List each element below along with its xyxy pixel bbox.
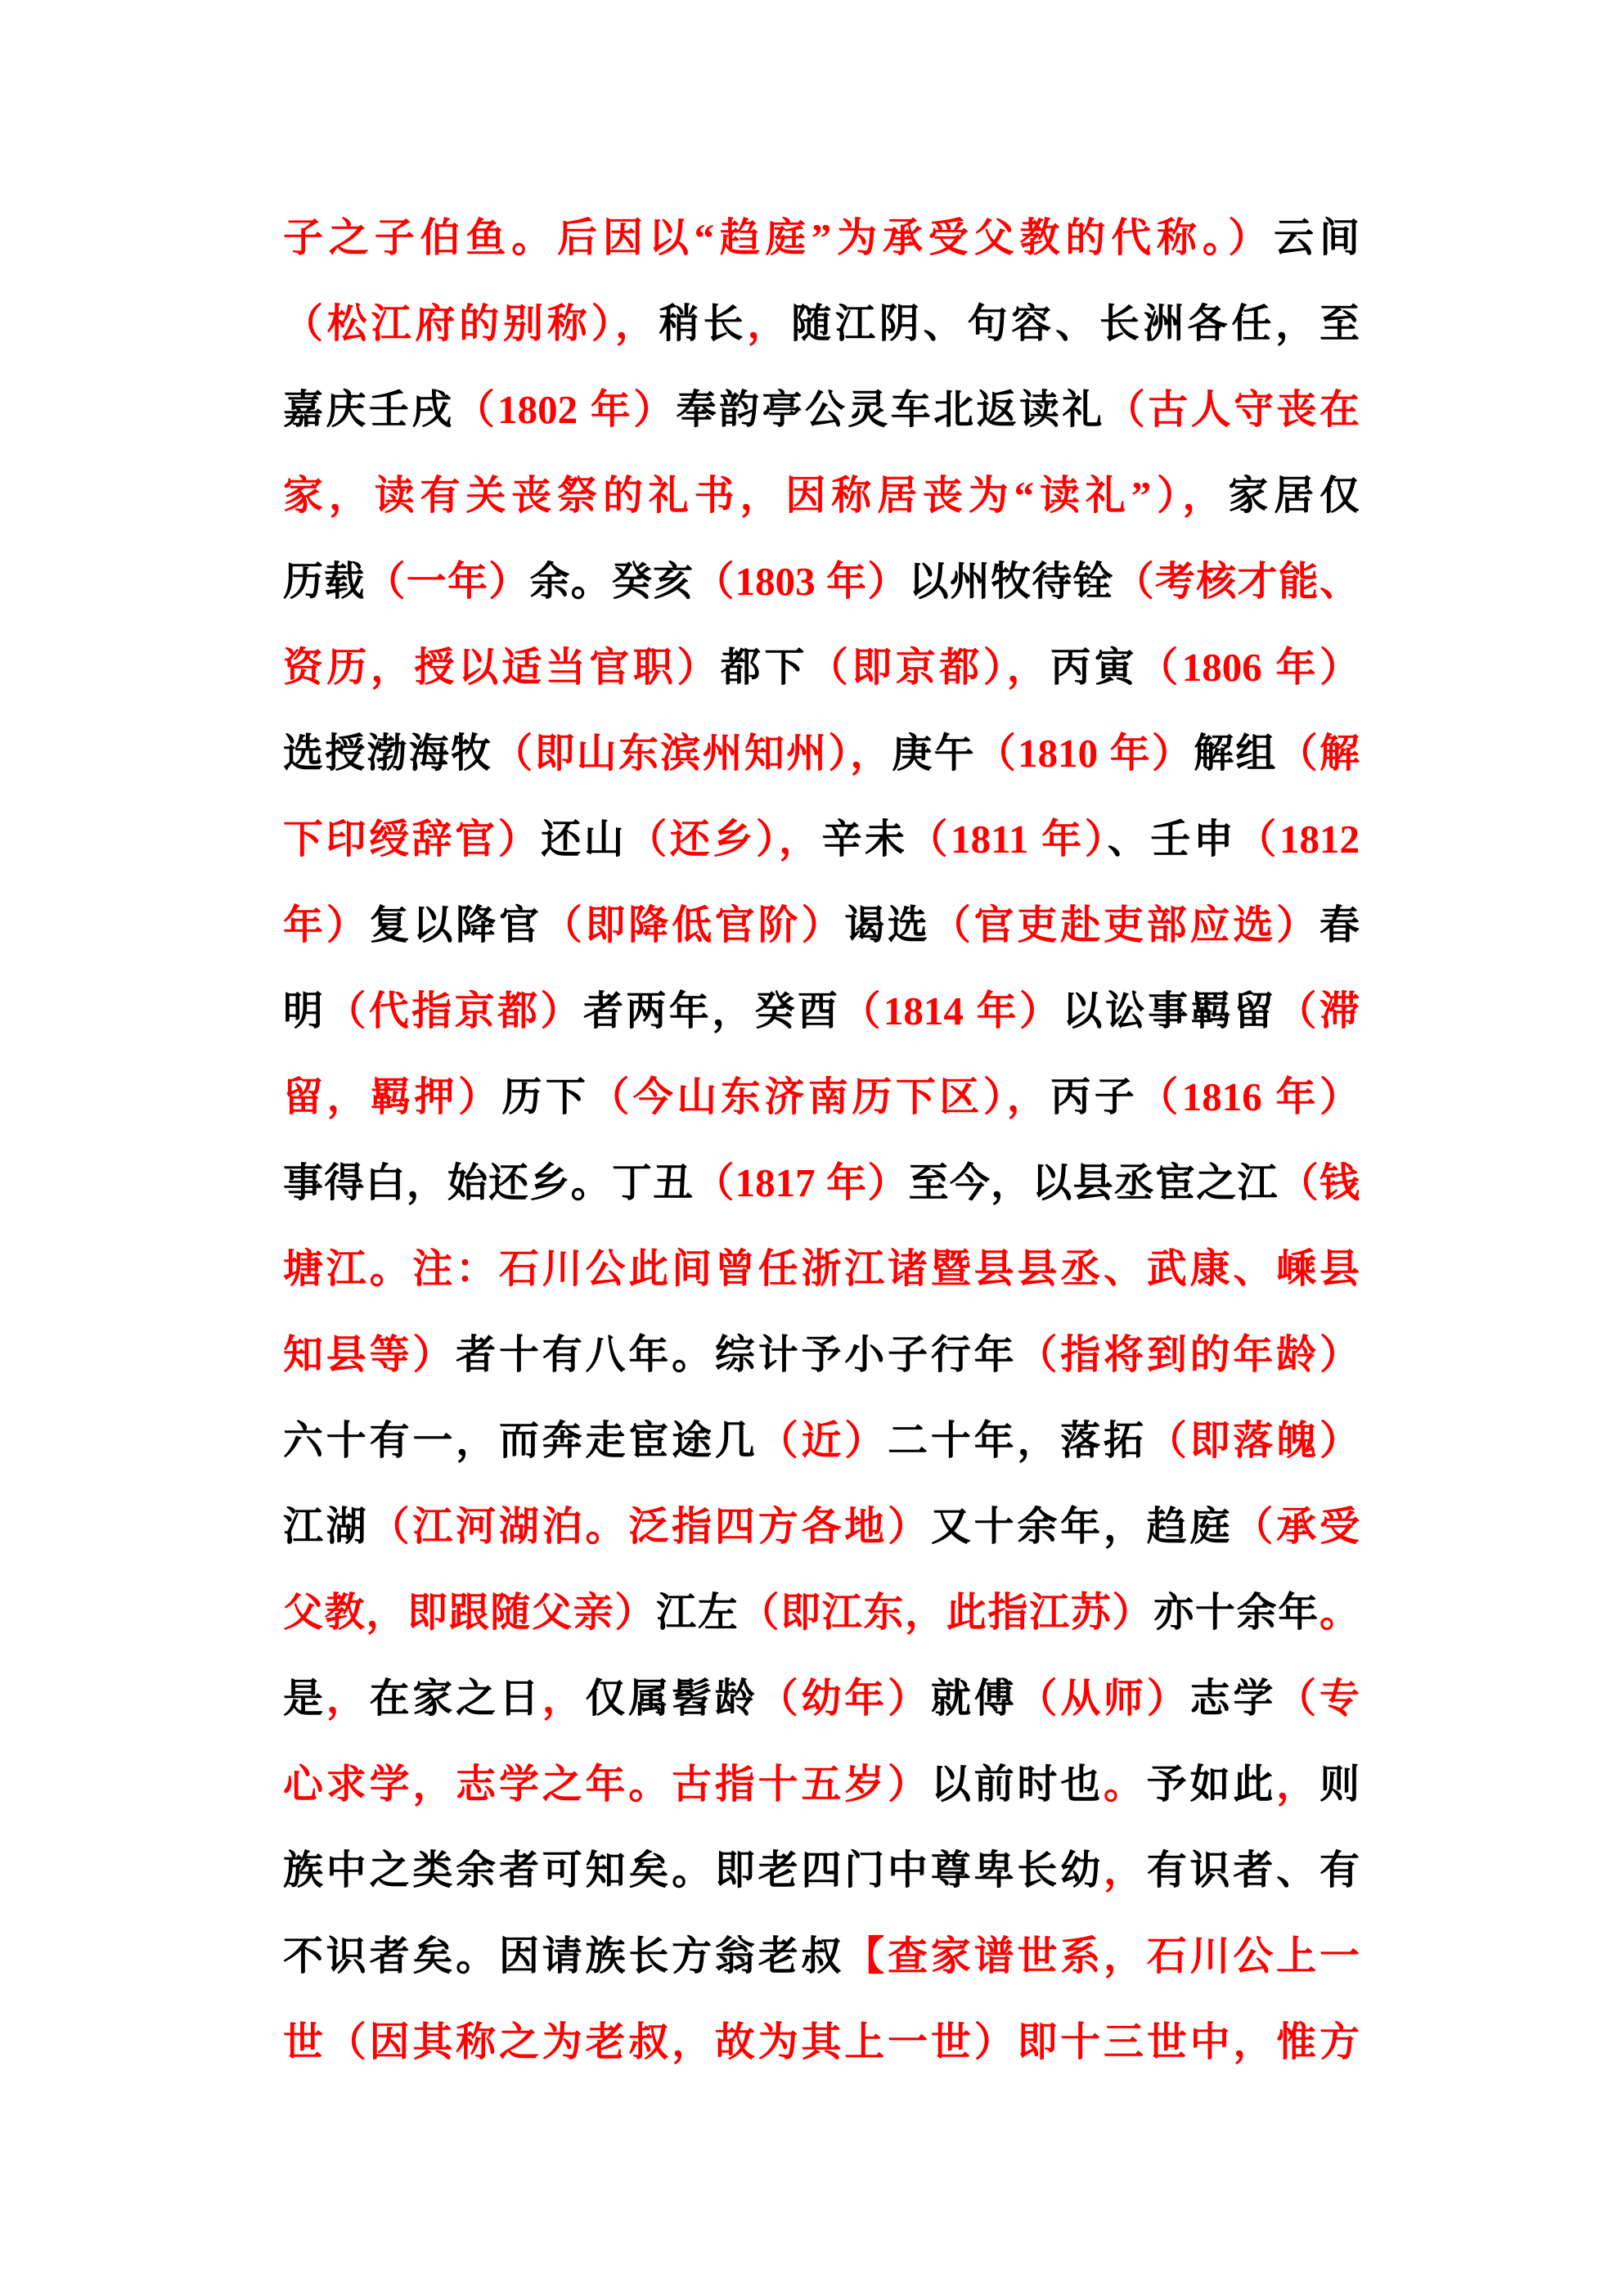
text-segment-black: 是 — [283, 1676, 326, 1721]
text-segment-black: 随江阴、句容、长洲各任，至 — [791, 301, 1360, 346]
text-segment-black: 不识者矣。因请族长方翁老叔 — [283, 1934, 845, 1979]
text-line — [283, 367, 1360, 452]
text-segment-black: 予如此 — [1146, 1762, 1277, 1807]
text-line — [283, 968, 1360, 1054]
text-segment-red: （官吏赴吏部应选） — [930, 903, 1320, 948]
text-segment-red: （滞 — [1276, 988, 1360, 1033]
text-segment-red: （1802 年） — [454, 387, 677, 432]
text-segment-red: （1812 — [1236, 817, 1360, 862]
text-segment-black: 复以降官 — [369, 903, 542, 948]
text-segment-red: （1810 年） — [975, 731, 1194, 776]
text-segment-red: （古人守丧在 — [1104, 387, 1360, 432]
text-line — [283, 1569, 1360, 1655]
text-segment-red: ， — [747, 301, 792, 346]
text-segment-black: 明 — [283, 988, 326, 1033]
text-segment-black: 余。癸亥 — [529, 559, 695, 604]
text-line — [283, 710, 1360, 796]
text-segment-red: （1806 年） — [1138, 645, 1360, 690]
text-segment-red: （1811 年） — [907, 817, 1108, 862]
text-segment-black: 家居仅 — [1228, 473, 1360, 518]
text-segment-black: 者十有八年。综计予小子行年 — [456, 1332, 1018, 1377]
text-segment-red: 。 — [1103, 1762, 1147, 1807]
text-segment-red: 。 — [1319, 1590, 1360, 1635]
text-segment-black: 、壬申 — [1107, 817, 1237, 862]
text-line — [283, 1054, 1360, 1140]
text-segment-black: 仅属髫龄 — [585, 1676, 758, 1721]
text-segment-red: 留，羁押） — [283, 1074, 502, 1119]
text-segment-black: 在家之日 — [369, 1676, 542, 1721]
text-segment-red: 资历，授以适当官职） — [283, 645, 721, 690]
text-segment-black: 还山 — [541, 817, 627, 862]
text-segment-black: 历下 — [501, 1074, 590, 1119]
text-segment-red: （从师） — [1017, 1676, 1190, 1721]
text-segment-black: 嘉庆壬戌 — [283, 387, 455, 432]
text-line — [283, 624, 1360, 710]
text-segment-black: 有识者、有 — [1146, 1848, 1360, 1893]
text-segment-black: 六十有一，而奔走宦途几 — [283, 1418, 758, 1463]
text-segment-red: 子之子伯鱼。后因以“趋庭”为承受父教的代称。） — [283, 215, 1275, 260]
text-segment-red: （即落魄） — [1146, 1418, 1360, 1463]
text-segment-black: 至今，以县丞宦之江 — [908, 1160, 1279, 1205]
text-segment-black: 云间 — [1274, 215, 1360, 260]
text-segment-black: 又十余年，趋庭 — [930, 1504, 1234, 1549]
text-segment-red: （1817 年） — [694, 1160, 909, 1205]
text-segment-red: （钱 — [1278, 1160, 1360, 1205]
text-segment-black: 族中之类余者可知矣。即老四门中尊卑长幼 — [283, 1848, 1104, 1893]
text-segment-black: 奉韵亭公灵车北返读礼 — [676, 387, 1105, 432]
text-line — [283, 1398, 1360, 1483]
text-segment-red: （1814 年） — [840, 988, 1063, 1033]
text-segment-red: （考核才能、 — [1113, 559, 1360, 604]
text-segment-red: （1816 年） — [1138, 1074, 1360, 1119]
text-segment-red: ， — [1276, 1762, 1320, 1807]
text-segment-black: 历载 — [283, 559, 366, 604]
text-segment-black: 都下 — [720, 645, 808, 690]
text-segment-red: （即山东滨州知州）， — [492, 731, 892, 776]
text-segment-red: ， — [542, 1676, 586, 1721]
text-segment-red: ， — [1104, 1848, 1147, 1893]
text-segment-black: 丙子 — [1050, 1074, 1139, 1119]
text-segment-red: （承受 — [1233, 1504, 1360, 1549]
text-line — [283, 538, 1360, 624]
text-segment-red: 世（因其称之为老叔，故为其上一世）即十三世中，惟方 — [283, 2019, 1360, 2064]
text-block — [283, 195, 1360, 2085]
text-line — [283, 882, 1360, 968]
text-segment-black: 解组 — [1194, 731, 1278, 776]
text-line — [283, 195, 1360, 281]
text-line — [283, 796, 1360, 882]
text-segment-red: 父教，即跟随父亲） — [283, 1590, 657, 1635]
text-segment-black: 春 — [1319, 903, 1360, 948]
text-line — [283, 1741, 1360, 1827]
text-segment-black: 事得白，始还乡。丁丑 — [283, 1160, 695, 1205]
text-segment-red: （代指京都） — [326, 988, 583, 1033]
text-segment-red: （近） — [758, 1418, 888, 1463]
text-segment-black: 以前时也 — [930, 1762, 1104, 1807]
text-segment-red: 下印绶辞官） — [283, 817, 542, 862]
text-segment-red: 知县等） — [283, 1332, 456, 1377]
text-line — [283, 1226, 1360, 1312]
text-segment-black: 辛未 — [821, 817, 908, 862]
text-segment-black: 选授渤海牧 — [283, 731, 493, 776]
text-segment-black: 二十年，落拓 — [888, 1418, 1147, 1463]
text-segment-black: 则 — [1319, 1762, 1360, 1807]
text-line — [283, 452, 1360, 538]
text-segment-red: 家，读有关丧祭的礼书，因称居丧为“读礼”）， — [283, 473, 1229, 518]
text-segment-red: ， — [326, 1676, 370, 1721]
text-line — [283, 1913, 1360, 1999]
text-segment-red: （还乡）， — [627, 817, 822, 862]
text-line — [283, 1483, 1360, 1569]
text-segment-black: 以讼事羁留 — [1062, 988, 1277, 1033]
text-segment-black: 就傅 — [930, 1676, 1018, 1721]
text-segment-red: （今山东济南历下区）， — [589, 1074, 1051, 1119]
text-line — [283, 1312, 1360, 1398]
text-segment-red: （即京都）， — [807, 645, 1051, 690]
text-segment-black: 江湖 — [283, 1504, 370, 1549]
text-line — [283, 1655, 1360, 1741]
text-segment-red: 塘江。注：石川公此间曾任浙江诸暨县县丞、武康、嵊县 — [283, 1246, 1360, 1291]
text-line — [283, 1827, 1360, 1913]
text-segment-red: （专 — [1276, 1676, 1360, 1721]
text-segment-red: 【查家谱世系，石川公上一 — [844, 1934, 1360, 1979]
text-segment-black: 谒选 — [844, 903, 931, 948]
text-line — [283, 281, 1360, 367]
text-segment-black: 江左 — [656, 1590, 740, 1635]
text-segment-black: 亦十余年 — [1153, 1590, 1320, 1635]
text-segment-red: 年） — [283, 903, 370, 948]
text-segment-red: （松江府的别称）， — [283, 301, 659, 346]
text-segment-red: （一年） — [365, 559, 530, 604]
text-segment-red: （解 — [1277, 731, 1360, 776]
text-segment-red: （即降低官阶） — [542, 903, 845, 948]
text-segment-black: 庚午 — [892, 731, 976, 776]
text-line — [283, 1999, 1360, 2085]
text-segment-red: （1803 年） — [694, 559, 909, 604]
text-segment-black: 者两年，癸酉 — [582, 988, 841, 1033]
text-line — [283, 1140, 1360, 1226]
text-segment-red: 心求学，志学之年。古指十五岁） — [283, 1762, 931, 1807]
text-segment-red: （指将到的年龄） — [1017, 1332, 1360, 1377]
text-segment-black: 志学 — [1189, 1676, 1277, 1721]
text-segment-red: （江河湖泊。泛指四方各地） — [369, 1504, 931, 1549]
text-segment-black: 稍长 — [659, 301, 748, 346]
text-segment-red: （即江东，此指江苏） — [739, 1590, 1154, 1635]
text-segment-red: （幼年） — [758, 1676, 931, 1721]
text-segment-black: 丙寅 — [1050, 645, 1139, 690]
text-segment-black: 以州牧待铨 — [908, 559, 1114, 604]
